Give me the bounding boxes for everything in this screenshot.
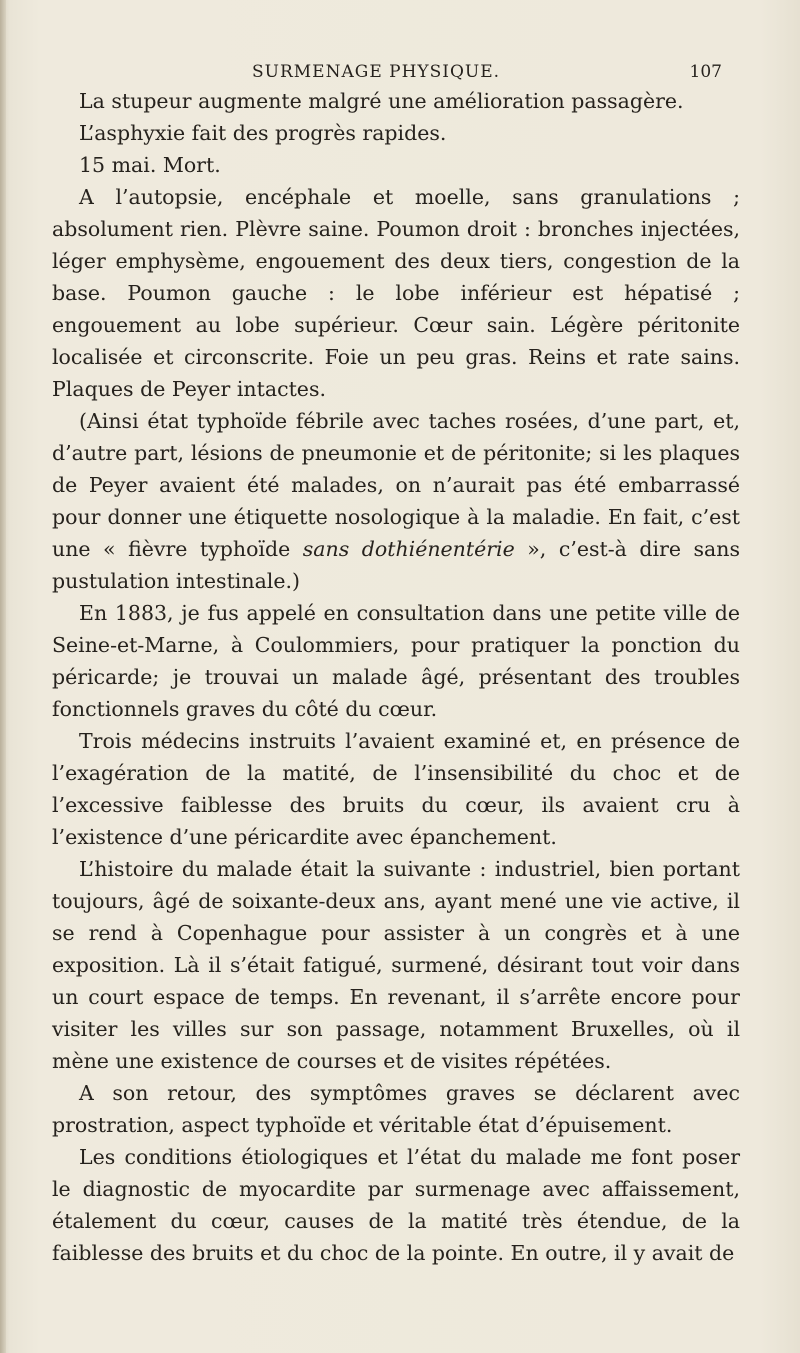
page-number: 107 (689, 62, 722, 82)
paragraph: En 1883, je fus appelé en consultation dans une petite ville de Seine-et-Marne, à Coulommiers, pour pratiquer la ponction du péricarde; je trouvai un malade âgé, présentant des troubles fonctionnels graves du côté du cœur. (52, 601, 740, 721)
paragraph: L’histoire du malade était la suivante : industriel, bien portant toujours, âgé de soixante-deux ans, ayant mené une vie active, il se rend à Copenhague pour assister à un congrès et à une exposition. Là il s’était fatigué, surmené, désirant tout voir dans un court espace de temps. En revenant, il s’arrête encore pour visiter les villes sur son passage, notamment Bruxelles, où il mène une existence de courses et de visites répétées. (52, 857, 740, 1073)
paragraph: Les conditions étiologiques et l’état du malade me font poser le diagnostic de myocardite par surmenage avec affaissement, étalement du cœur, causes de la matité très étendue, de la faiblesse des bruits et du choc de la pointe. En outre, il y avait de (52, 1145, 740, 1265)
italic-phrase: sans dothiénentérie (302, 537, 515, 561)
paragraph: Trois médecins instruits l’avaient examiné et, en présence de l’exagération de la matité, de l’insensibilité du choc et de l’excessive faiblesse des bruits du cœur, ils avaient cru à l’existence d’une péricardite avec épanchement. (52, 729, 740, 849)
text-body (52, 85, 740, 1269)
paragraph: 15 mai. Mort. (79, 153, 221, 177)
running-title: SURMENAGE PHYSIQUE. (252, 62, 501, 82)
page-binding-edge (0, 0, 6, 1353)
paragraph-part: », c’est-à dire sans pustulation intestinale.) (52, 537, 740, 593)
paragraph: La stupeur augmente malgré une amélioration passagère. (79, 89, 684, 113)
paragraph-with-italic (52, 405, 740, 597)
paragraph-part: (Ainsi état typhoïde fébrile avec taches rosées, d’une part, et, d’autre part, lésions de pneumonie et de péritonite; si les plaques de Peyer avaient été malades, on n’aurait pas été embarrassé pour donner une étiquette nosologique à la maladie. En fait, c’est une « fièvre typhoïde (52, 409, 740, 561)
paragraph: A l’autopsie, encéphale et moelle, sans granulations ; absolument rien. Plèvre saine. Poumon droit : bronches injectées, léger emphysème, engouement des deux tiers, congestion de la base. Poumon gauche : le lobe inférieur est hépatisé ; engouement au lobe supérieur. Cœur sain. Légère péritonite localisée et circonscrite. Foie un peu gras. Reins et rate sains. Plaques de Peyer intactes. (52, 185, 740, 401)
paragraph: L’asphyxie fait des progrès rapides. (79, 121, 447, 145)
paragraph: A son retour, des symptômes graves se déclarent avec prostration, aspect typhoïde et véritable état d’épuisement. (52, 1081, 740, 1137)
